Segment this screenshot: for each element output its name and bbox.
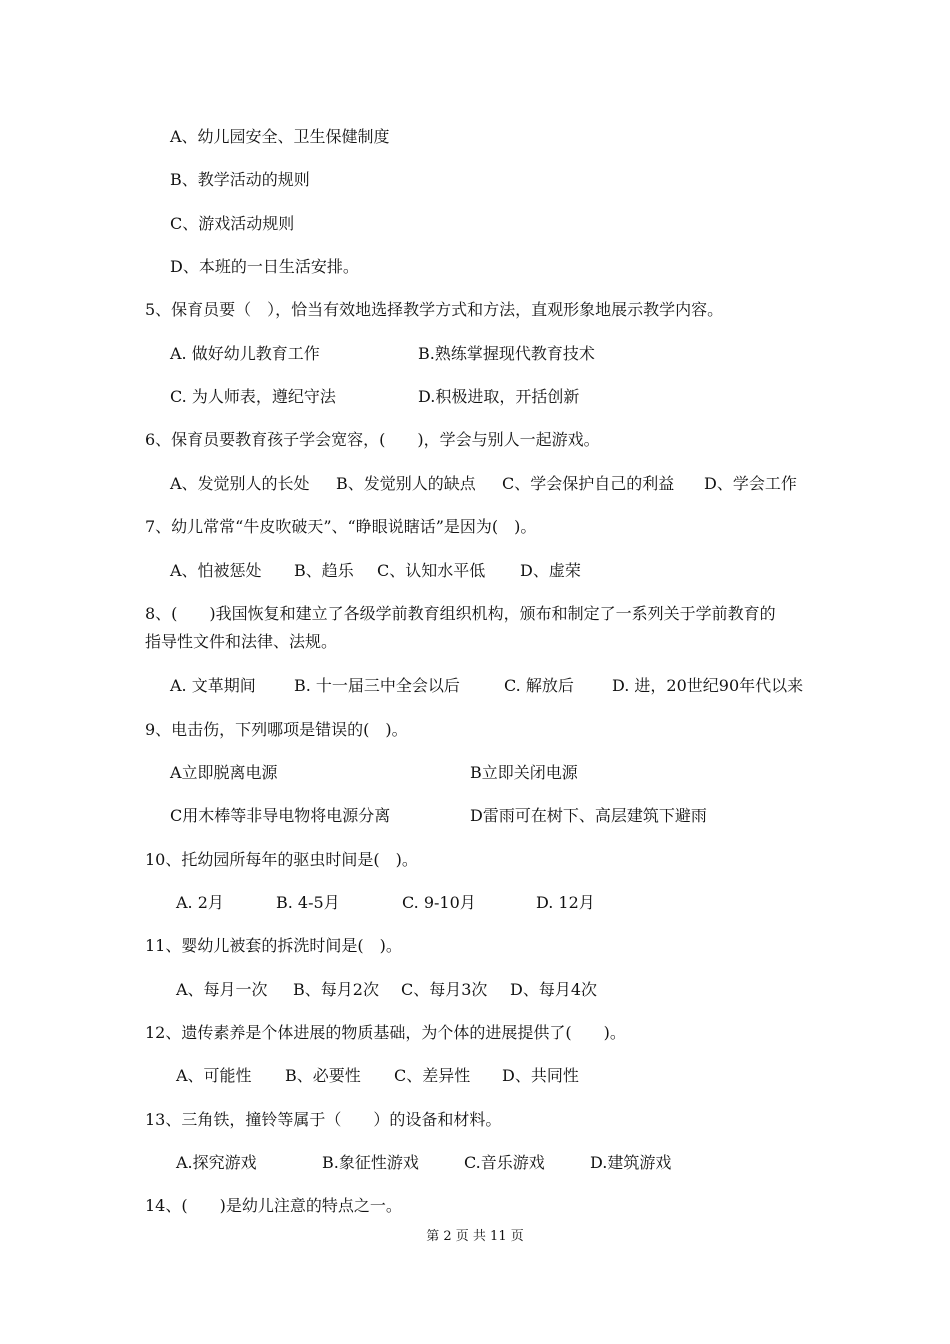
q5-stem: 5、保育员要（ ），恰当有效地选择教学方式和方法，直观形象地展示教学内容。	[145, 300, 724, 319]
q13-stem: 13、三角铁，撞铃等属于（ ）的设备和材料。	[145, 1110, 502, 1129]
q13-option-c: C.音乐游戏	[464, 1153, 545, 1172]
q10-option-a: A. 2月	[176, 893, 224, 912]
q13-option-d: D.建筑游戏	[590, 1153, 672, 1172]
q10-option-b: B. 4-5月	[276, 893, 340, 912]
q5-option-c: C. 为人师表，遵纪守法	[170, 387, 336, 406]
q13-option-a: A.探究游戏	[176, 1153, 257, 1172]
q11-option-d: D、每月4次	[510, 980, 598, 999]
q8-option-c: C. 解放后	[504, 676, 574, 695]
q12-option-d: D、共同性	[502, 1066, 579, 1085]
q14-stem: 14、( )是幼儿注意的特点之一。	[145, 1196, 402, 1215]
q10-option-c: C. 9-10月	[402, 893, 476, 912]
q5-option-a: A. 做好幼儿教育工作	[170, 344, 320, 363]
q4-option-d: D、本班的一日生活安排。	[170, 257, 359, 276]
q7-option-c: C、认知水平低	[377, 561, 486, 580]
q8-option-a: A. 文革期间	[170, 676, 256, 695]
q10-option-d: D. 12月	[536, 893, 595, 912]
q11-option-a: A、每月一次	[176, 980, 268, 999]
q9-option-d: D雷雨可在树下、高层建筑下避雨	[470, 806, 707, 825]
q13-option-b: B.象征性游戏	[322, 1153, 419, 1172]
q9-option-c: C用木棒等非导电物将电源分离	[170, 806, 391, 825]
q7-option-a: A、怕被惩处	[170, 561, 262, 580]
q6-option-d: D、学会工作	[704, 474, 797, 493]
q10-stem: 10、托幼园所每年的驱虫时间是( )。	[145, 850, 418, 869]
q7-stem: 7、幼儿常常“牛皮吹破天”、“睁眼说瞎话”是因为( )。	[145, 517, 537, 536]
q12-option-c: C、差异性	[394, 1066, 471, 1085]
q11-stem: 11、婴幼儿被套的拆洗时间是( )。	[145, 936, 402, 955]
q8-option-b: B. 十一届三中全会以后	[294, 676, 460, 695]
q4-option-b: B、教学活动的规则	[170, 170, 310, 189]
q5-option-b: B.熟练掌握现代教育技术	[418, 344, 595, 363]
q4-option-a: A、幼儿园安全、卫生保健制度	[170, 127, 390, 146]
q9-option-a: A立即脱离电源	[170, 763, 278, 782]
q6-stem: 6、保育员要教育孩子学会宽容，( )，学会与别人一起游戏。	[145, 430, 600, 449]
q6-option-a: A、发觉别人的长处	[170, 474, 310, 493]
q11-option-c: C、每月3次	[401, 980, 488, 999]
q7-option-d: D、虚荣	[520, 561, 581, 580]
q8-stem-line1: 8、( )我国恢复和建立了各级学前教育组织机构，颁布和制定了一系列关于学前教育的	[145, 604, 776, 623]
q12-option-a: A、可能性	[176, 1066, 252, 1085]
q9-stem: 9、电击伤，下列哪项是错误的( )。	[145, 720, 408, 739]
q6-option-c: C、学会保护自己的利益	[502, 474, 675, 493]
q6-option-b: B、发觉别人的缺点	[336, 474, 476, 493]
q8-option-d: D. 进，20世纪90年代以来	[612, 676, 804, 695]
q8-stem-line2: 指导性文件和法律、法规。	[145, 632, 338, 651]
q5-option-d: D.积极进取，开括创新	[418, 387, 580, 406]
q4-option-c: C、游戏活动规则	[170, 214, 295, 233]
q7-option-b: B、趋乐	[294, 561, 354, 580]
q9-option-b: B立即关闭电源	[470, 763, 578, 782]
page-footer: 第 2 页 共 11 页	[426, 1229, 524, 1244]
q11-option-b: B、每月2次	[293, 980, 379, 999]
q12-option-b: B、必要性	[285, 1066, 361, 1085]
q12-stem: 12、遗传素养是个体进展的物质基础，为个体的进展提供了( )。	[145, 1023, 626, 1042]
